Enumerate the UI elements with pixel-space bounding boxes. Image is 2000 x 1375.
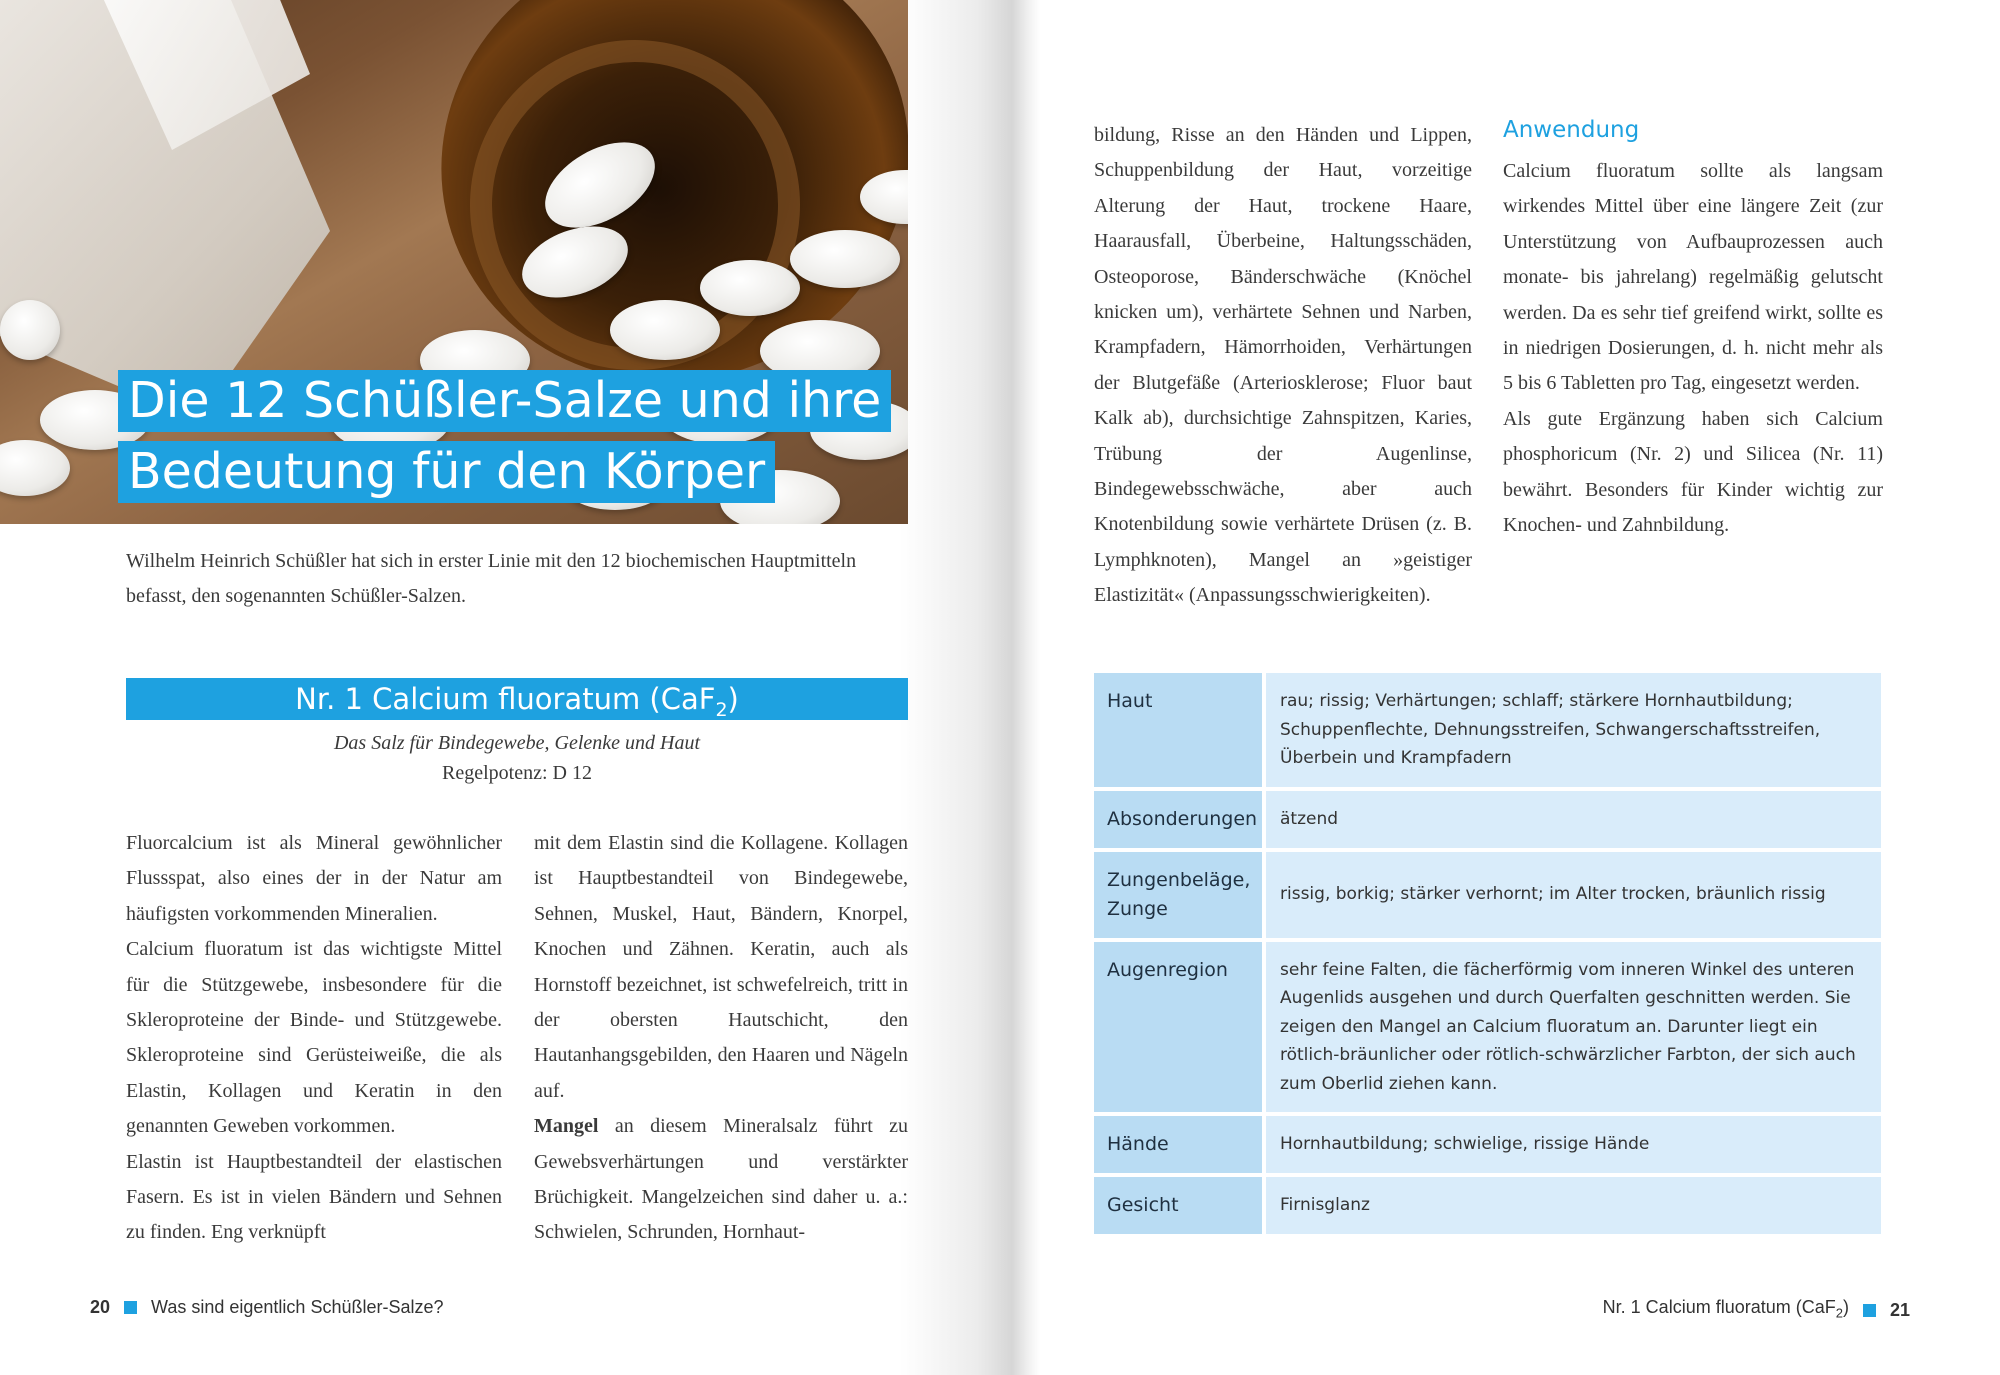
footer-chapter-main: Nr. 1 Calcium fluoratum (CaF (1602, 1297, 1836, 1317)
salt-heading-subscript: 2 (715, 698, 728, 721)
table-row (1094, 942, 1881, 1117)
paragraph (534, 1109, 908, 1251)
footer-chapter-end: ) (1842, 1297, 1849, 1317)
salt-potency: Regelpotenz: D 12 (442, 762, 592, 784)
table-value: ätzend (1262, 791, 1881, 848)
book-gutter (900, 0, 1040, 1375)
table-value: Firnisglanz (1262, 1177, 1881, 1234)
salt-heading-main: Nr. 1 Calcium fluoratum (CaF (295, 682, 716, 716)
symptom-table (1094, 673, 1881, 1238)
pill (790, 230, 900, 288)
footer-right (1603, 1294, 1910, 1327)
footer-chapter-title (1603, 1294, 1849, 1327)
left-column-2 (534, 826, 908, 1251)
table-key: Haut (1094, 673, 1262, 787)
right-column-1 (1094, 118, 1472, 614)
paragraph: Elastin ist Hauptbestandteil der elastischen Fasern. Es ist in vielen Bändern und Sehnen zu finden. Eng verknüpft (126, 1150, 502, 1244)
square-bullet-icon (1863, 1304, 1876, 1317)
table-row (1094, 791, 1881, 852)
intro-paragraph: Wilhelm Heinrich Schüßler hat sich in erster Linie mit den 12 biochemischen Hauptmitteln befasst, den sogenannten Schüßler-Salzen. (126, 550, 857, 607)
salt-heading (126, 678, 908, 720)
anwendung-heading: Anwendung (1503, 117, 1640, 143)
table-value: sehr feine Falten, die fächerförmig vom inneren Winkel des unteren Augenlids ausgehen und durch Querfalten geschnitten werden. Sie zeigen den Mangel an Calcium fluoratum an. Darunter liegt ein rötlich-bräunlicher oder rötlich-schwärzlicher Farbton, der sich auch zum Oberlid ziehen kann. (1262, 942, 1881, 1113)
page-number-right: 21 (1889, 1300, 1910, 1321)
table-row (1094, 673, 1881, 791)
paragraph: bildung, Risse an den Händen und Lippen, Schuppenbildung der Haut, vorzeitige Alterung der Haut, trockene Haare, Haarausfall, Überbeine, Haltungsschäden, Osteoporose, Bänderschwäche (Knöchel knicken um), verhärtete Sehnen und Narben, Krampfadern, Hämorrhoiden, Verhärtungen der Blutgefäße (Arteriosklerose; Fluor baut Kalk ab), durchsichtige Zahnspitzen, Karies, Trübung der Augenlinse, Bindegewebsschwäche, aber auch Knotenbildung sowie verhärtete Drüsen (z. B. Lymphknoten), Mangel an »geistiger Elastizität« (Anpassungsschwierigkeiten). (1094, 124, 1472, 607)
footer-chapter-subscript: 2 (1835, 1305, 1843, 1321)
mangel-bold: Mangel (534, 1115, 599, 1138)
page-title-line-2: Bedeutung für den Körper (118, 441, 775, 503)
paragraph: Calcium fluoratum ist das wichtigste Mittel für die Stützgewebe, insbesondere für die Skleroproteine der Binde- und Stützgewebe. Skleroproteine sind Gerüsteiweiße, die als Elastin, Kollagen und Keratin in den genannten Geweben vorkommen. (126, 938, 502, 1138)
table-value: rau; rissig; Verhärtungen; schlaff; stärkere Hornhautbildung; Schuppenflechte, Dehnungsstreifen, Schwangerschaftsstreifen, Überbein und Krampfadern (1262, 673, 1881, 787)
paragraph: Calcium fluoratum sollte als langsam wirkendes Mittel über eine längere Zeit (zur Unterstützung von Aufbauprozessen auch monate- bis jahrelang) regelmäßig gelutscht werden. Da es sehr tief greifend wirkt, sollte es in niedrigen Dosierungen, d. h. nicht mehr als 5 bis 6 Tabletten pro Tag, eingesetzt werden. (1503, 160, 1883, 395)
mangel-text: an diesem Mineralsalz führt zu Gewebsverhärtungen und verstärkter Brüchigkeit. Mangelzeichen sind daher u. a.: Schwielen, Schrunden, Hornhaut- (534, 1115, 908, 1244)
paragraph: mit dem Elastin sind die Kollagene. Kollagen ist Hauptbestandteil von Bindegewebe, Sehnen, Muskel, Haut, Bändern, Knorpel, Knochen und Zähnen. Keratin, auch als Hornstoff bezeichnet, ist schwefelreich, tritt in der obersten Hautschicht, den Hautanhangsgebilden, den Haaren und Nägeln auf. (534, 832, 908, 1102)
table-key: Absonderungen (1094, 791, 1262, 848)
right-column-2 (1503, 154, 1883, 543)
footer-section-title: Was sind eigentlich Schüßler-Salze? (151, 1297, 444, 1317)
pill (0, 440, 70, 496)
pill (610, 300, 720, 360)
table-key: Zungenbeläge, Zunge (1094, 852, 1262, 938)
table-key: Augenregion (1094, 942, 1262, 1113)
salt-heading-end: ) (727, 682, 739, 716)
table-row (1094, 1116, 1881, 1177)
page-number-left: 20 (90, 1297, 111, 1317)
table-row (1094, 1177, 1881, 1238)
pill (700, 260, 800, 316)
paragraph: Als gute Ergänzung haben sich Calcium phosphoricum (Nr. 2) und Silicea (Nr. 11) bewährt. Besonders für Kinder wichtig zur Knochen- und Zahnbildung. (1503, 407, 1883, 537)
footer-left (90, 1294, 444, 1320)
pill (0, 300, 60, 360)
salt-subtitle: Das Salz für Bindegewebe, Gelenke und Haut (333, 732, 701, 754)
table-value: Hornhautbildung; schwielige, rissige Hände (1262, 1116, 1881, 1173)
square-bullet-icon (124, 1301, 137, 1314)
table-key: Gesicht (1094, 1177, 1262, 1234)
paragraph: Fluorcalcium ist als Mineral gewöhnlicher Flussspat, also eines der in der Natur am häufigsten vorkommenden Mineralien. (126, 832, 502, 925)
table-value: rissig, borkig; stärker verhornt; im Alter trocken, bräunlich rissig (1262, 852, 1881, 938)
page-title-line-1: Die 12 Schüßler-Salze und ihre (118, 370, 891, 432)
left-column-1 (126, 826, 502, 1251)
table-key: Hände (1094, 1116, 1262, 1173)
table-row (1094, 852, 1881, 942)
